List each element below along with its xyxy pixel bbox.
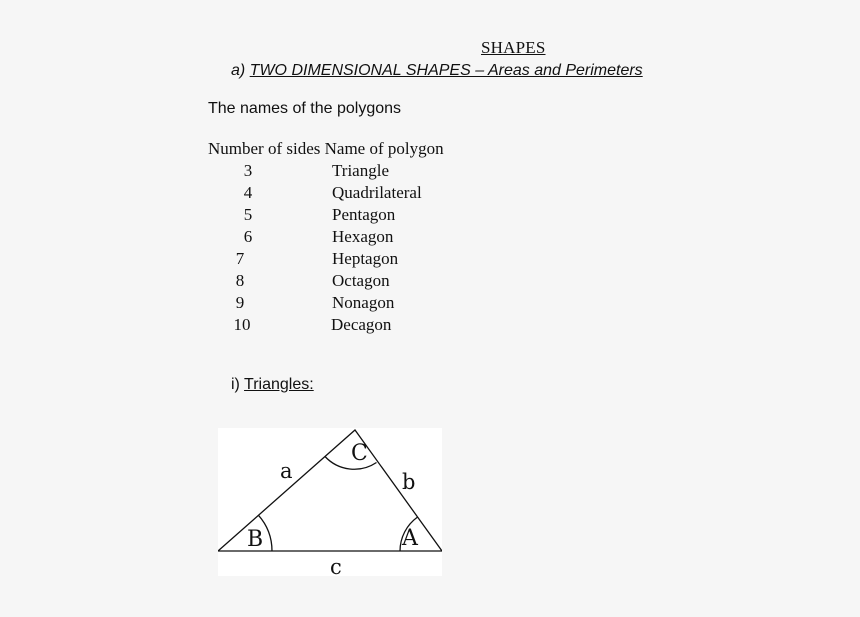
polygon-name-cell: Quadrilateral xyxy=(332,183,422,202)
subtitle xyxy=(231,62,643,80)
sides-cell: 6 xyxy=(243,227,253,246)
vertex-b-label: B xyxy=(247,527,264,552)
table-header: Number of sides Name of polygon xyxy=(208,139,444,158)
sides-cell: 5 xyxy=(243,205,253,224)
side-b-label: b xyxy=(402,470,416,494)
triangle-figure xyxy=(218,428,442,576)
subtitle-prefix: a) xyxy=(231,62,250,79)
sides-cell: 9 xyxy=(235,293,245,312)
polygon-name-cell: Triangle xyxy=(332,161,389,180)
intro-text: The names of the polygons xyxy=(208,100,402,117)
polygon-name-cell: Decagon xyxy=(331,315,392,334)
polygon-name-cell: Octagon xyxy=(332,271,390,290)
sides-cell: 4 xyxy=(243,183,253,202)
table-row xyxy=(208,160,444,182)
polygon-name-cell: Hexagon xyxy=(332,227,394,246)
triangle-diagram xyxy=(218,428,442,576)
sides-cell: 8 xyxy=(235,271,245,290)
polygon-table xyxy=(208,138,444,336)
polygon-name-cell: Pentagon xyxy=(332,205,396,224)
side-c-label: c xyxy=(330,555,342,576)
table-row xyxy=(208,248,444,270)
table-row xyxy=(208,226,444,248)
section-heading xyxy=(231,376,314,394)
table-row xyxy=(208,270,444,292)
subtitle-text: TWO DIMENSIONAL SHAPES – Areas and Perimeters xyxy=(249,62,643,79)
vertex-c-label: C xyxy=(351,441,368,466)
polygon-name-cell: Nonagon xyxy=(332,293,395,312)
section-prefix: i) xyxy=(231,376,245,393)
table-row xyxy=(208,292,444,314)
page-title: SHAPES xyxy=(481,38,546,57)
vertex-a-label: A xyxy=(402,526,418,551)
side-a-label: a xyxy=(280,459,293,483)
section-title: Triangles: xyxy=(244,376,314,393)
sides-cell: 3 xyxy=(243,161,253,180)
table-row xyxy=(208,182,444,204)
polygon-name-cell: Heptagon xyxy=(332,249,399,268)
table-row xyxy=(208,314,444,336)
table-row xyxy=(208,204,444,226)
sides-cell: 7 xyxy=(235,249,245,268)
sides-cell: 10 xyxy=(233,315,251,334)
